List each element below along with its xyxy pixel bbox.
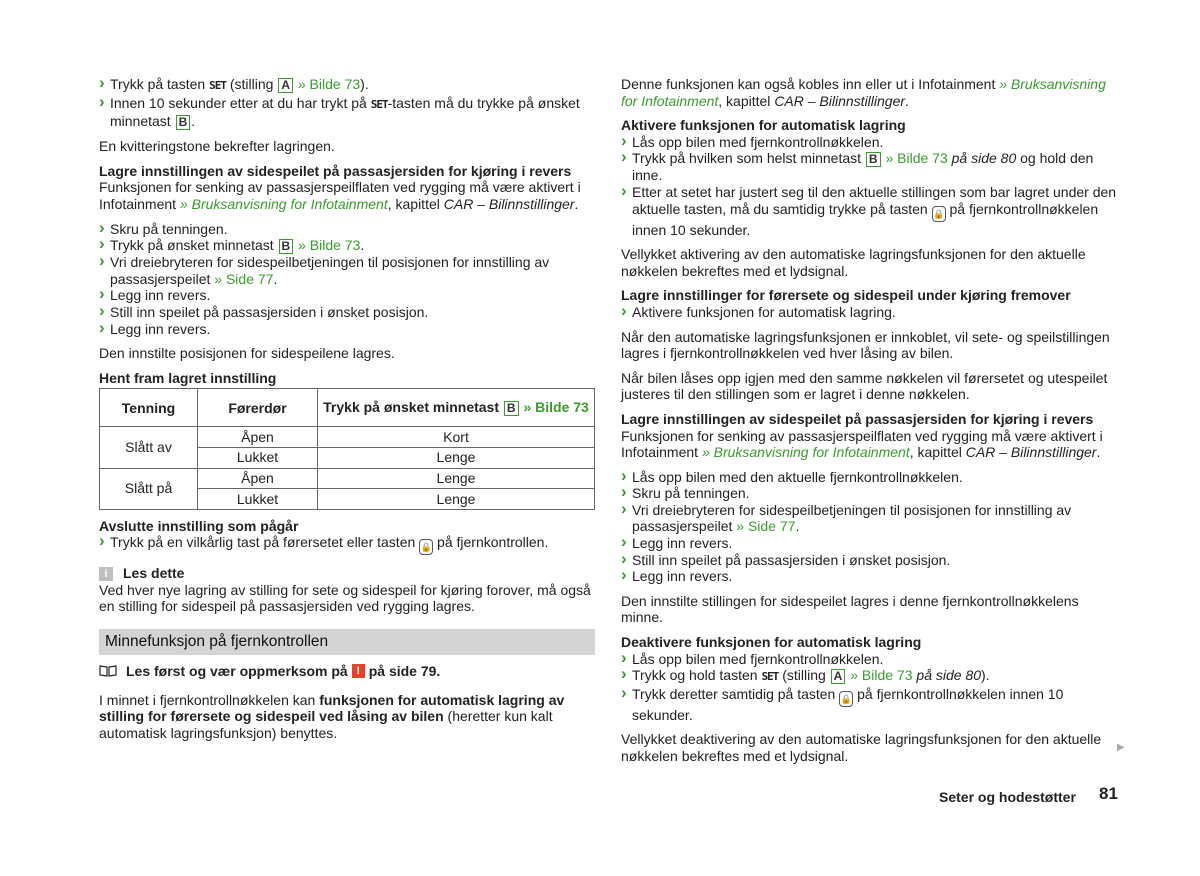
- step: › Legg inn revers.: [621, 568, 1118, 585]
- table-cell: Lukket: [198, 447, 318, 468]
- paragraph: Vellykket aktivering av den automatiske lagringsfunksjonen for den aktuelle nøkkelen bekreftes med et lydsignal.: [621, 246, 1086, 279]
- table-cell: Lukket: [198, 489, 318, 510]
- paragraph: En kvitteringstone bekrefter lagringen.: [99, 138, 335, 155]
- key-b: B: [504, 401, 519, 416]
- set-key-icon: SET: [761, 670, 779, 684]
- step: › Vri dreiebryteren for sidespeilbetjeningen til posisjonen for innstilling av passasjerspeilet » Side 77.: [621, 502, 1118, 535]
- note-header: [99, 565, 595, 582]
- step-within-10s: › Innen 10 sekunder etter at du har trykt på SET-tasten må du trykke på ønsket minnetast B .: [99, 95, 595, 131]
- note-text: Ved hver nye lagring av stilling for sete og sidespeil for kjøring forover, må også en stilling for sidespeil på passasjersiden ved rygging lagres.: [99, 581, 591, 615]
- table-cell: Slått av: [100, 427, 198, 468]
- ref-link[interactable]: » Bruksanvisning for Infotainment: [701, 444, 910, 461]
- step: › Trykk deretter samtidig på tasten 🔒 på fjernkontrollnøkkelen innen 10 sekunder.: [621, 686, 1118, 724]
- step: › Lås opp bilen med fjernkontrollnøkkelen.: [621, 134, 1118, 151]
- paragraph: I minnet i fjernkontrollnøkkelen kan funksjonen for automatisk lagring av stilling for førersete og sidespeil ved låsing av bilen (heretter kun kalt automatisk lagringsfunksjon) benyttes.: [99, 691, 565, 741]
- paragraph: Den innstilte posisjonen for sidespeilene lagres.: [99, 345, 395, 362]
- book-icon: [99, 665, 117, 677]
- read-first-line: Les først og vær oppmerksom på ! på side 79.: [99, 663, 595, 680]
- key-b: B: [176, 115, 191, 130]
- step: › Legg inn revers.: [99, 287, 595, 304]
- paragraph: Når bilen låses opp igjen med den samme nøkkelen vil førersetet og utespeilet justeres til den stillingen som er lagret i denne nøkkelen.: [621, 369, 1108, 403]
- step: › Skru på tenningen.: [621, 485, 1118, 502]
- section-title: Minnefunksjon på fjernkontrollen: [99, 629, 595, 655]
- step: › Trykk på en vilkårlig tast på førersetet eller tasten 🔒 på fjernkontrollen.: [99, 534, 595, 555]
- heading: Lagre innstillingen av sidespeilet på passasjersiden for kjøring i revers: [99, 162, 572, 179]
- heading: Lagre innstillingen av sidespeilet på passasjersiden for kjøring i revers: [621, 410, 1094, 427]
- col-header: Tenning: [100, 389, 198, 427]
- paragraph: Den innstilte stillingen for sidespeilet lagres i denne fjernkontrollnøkkelens minne.: [621, 592, 1079, 626]
- warning-icon: !: [352, 664, 365, 678]
- heading: Lagre innstillinger for førersete og sidespeil under kjøring fremover: [621, 287, 1071, 304]
- key-b: B: [279, 239, 294, 254]
- table-cell: Slått på: [100, 468, 198, 509]
- heading: Aktivere funksjonen for automatisk lagring: [621, 117, 906, 134]
- heading: Deaktivere funksjonen for automatisk lagring: [621, 634, 922, 651]
- step: › Trykk på ønsket minnetast B » Bilde 73.: [99, 237, 595, 254]
- ref-link[interactable]: » Bilde 73: [846, 667, 913, 684]
- step: › Skru på tenningen.: [99, 221, 595, 238]
- col-header: Trykk på ønsket minnetast B » Bilde 73: [318, 389, 595, 427]
- lock-key-icon: 🔒: [839, 691, 853, 707]
- lock-key-icon: 🔒: [419, 539, 433, 555]
- right-column: [621, 76, 1118, 765]
- page-number: 81: [1099, 784, 1118, 803]
- ref-link[interactable]: » Bruksanvisning for Infotainment: [621, 76, 1106, 109]
- table-cell: Åpen: [198, 468, 318, 489]
- col-header: Førerdør: [198, 389, 318, 427]
- note-title: Les dette: [123, 565, 185, 582]
- recall-table: [99, 388, 595, 509]
- paragraph: Når den automatiske lagringsfunksjonen er innkoblet, vil sete- og speilstillingen lagres i fjernkontrollnøkkelen ved hver låsing av bilen.: [621, 328, 1110, 362]
- step: › Lås opp bilen med fjernkontrollnøkkelen.: [621, 651, 1118, 668]
- key-a: A: [278, 78, 293, 93]
- lock-key-icon: 🔒: [932, 206, 946, 222]
- step: › Legg inn revers.: [99, 321, 595, 338]
- heading: Hent fram lagret innstilling: [99, 369, 277, 386]
- ref-link[interactable]: » Bilde 73: [881, 150, 948, 167]
- step: › Still inn speilet på passasjersiden i ønsket posisjon.: [99, 304, 595, 321]
- step: › Vri dreiebryteren for sidespeilbetjeningen til posisjonen for innstilling av passasjerspeilet » Side 77.: [99, 254, 595, 287]
- key-b: B: [866, 152, 881, 167]
- set-key-icon: SET: [370, 97, 388, 111]
- step-press-set: › Trykk på tasten SET (stilling A » Bilde 73).: [99, 76, 595, 95]
- ref-link[interactable]: » Bilde 73: [293, 76, 361, 92]
- footer-chapter-title: Seter og hodestøtter: [939, 789, 1076, 805]
- paragraph: Funksjonen for senking av passasjerspeilflaten ved rygging må være aktivert i Infotainment » Bruksanvisning for Infotainment, kapittel CAR – Bilinnstillinger.: [99, 179, 581, 212]
- ref-link[interactable]: » Bilde 73: [294, 237, 361, 254]
- heading: Avslutte innstilling som pågår: [99, 517, 299, 534]
- ref-link[interactable]: » Side 77: [214, 270, 274, 287]
- step: › Trykk og hold tasten SET (stilling A » Bilde 73 på side 80).: [621, 667, 1118, 686]
- ref-link[interactable]: » Side 77: [736, 518, 796, 535]
- key-a: A: [831, 669, 846, 684]
- step: › Lås opp bilen med den aktuelle fjernkontrollnøkkelen.: [621, 469, 1118, 486]
- table-cell: Lenge: [318, 447, 595, 468]
- set-key-icon: SET: [209, 79, 226, 92]
- ref-link[interactable]: » Bruksanvisning for Infotainment: [179, 195, 388, 212]
- info-icon: i: [99, 567, 113, 581]
- left-column: [99, 76, 595, 741]
- ref-link[interactable]: » Bilde 73: [519, 399, 589, 416]
- step: › Etter at setet har justert seg til den aktuelle stillingen som bar lagret under den aktuelle tasten, må du samtidig trykke på tasten 🔒 på fjernkontrollnøkkelen innen 10 sekunder.: [621, 184, 1118, 238]
- paragraph: Funksjonen for senking av passasjerspeilflaten ved rygging må være aktivert i Infotainment » Bruksanvisning for Infotainment, kapittel CAR – Bilinnstillinger.: [621, 427, 1103, 461]
- table-cell: Lenge: [318, 489, 595, 510]
- continue-arrow-icon: ▶: [1117, 742, 1125, 753]
- paragraph: Denne funksjonen kan også kobles inn eller ut i Infotainment » Bruksanvisning for Infotainment, kapittel CAR – Bilinnstillinger.: [621, 76, 1106, 109]
- table-cell: Åpen: [198, 427, 318, 448]
- step: › Still inn speilet på passasjersiden i ønsket posisjon.: [621, 552, 1118, 569]
- table-cell: Lenge: [318, 468, 595, 489]
- table-cell: Kort: [318, 427, 595, 448]
- step: › Trykk på hvilken som helst minnetast B » Bilde 73 på side 80 og hold den inne.: [621, 150, 1118, 184]
- paragraph: Vellykket deaktivering av den automatiske lagringsfunksjonen for den aktuelle nøkkelen bekreftes med et lydsignal.: [621, 731, 1102, 764]
- step: › Legg inn revers.: [621, 535, 1118, 552]
- step: › Aktivere funksjonen for automatisk lagring.: [621, 304, 1118, 321]
